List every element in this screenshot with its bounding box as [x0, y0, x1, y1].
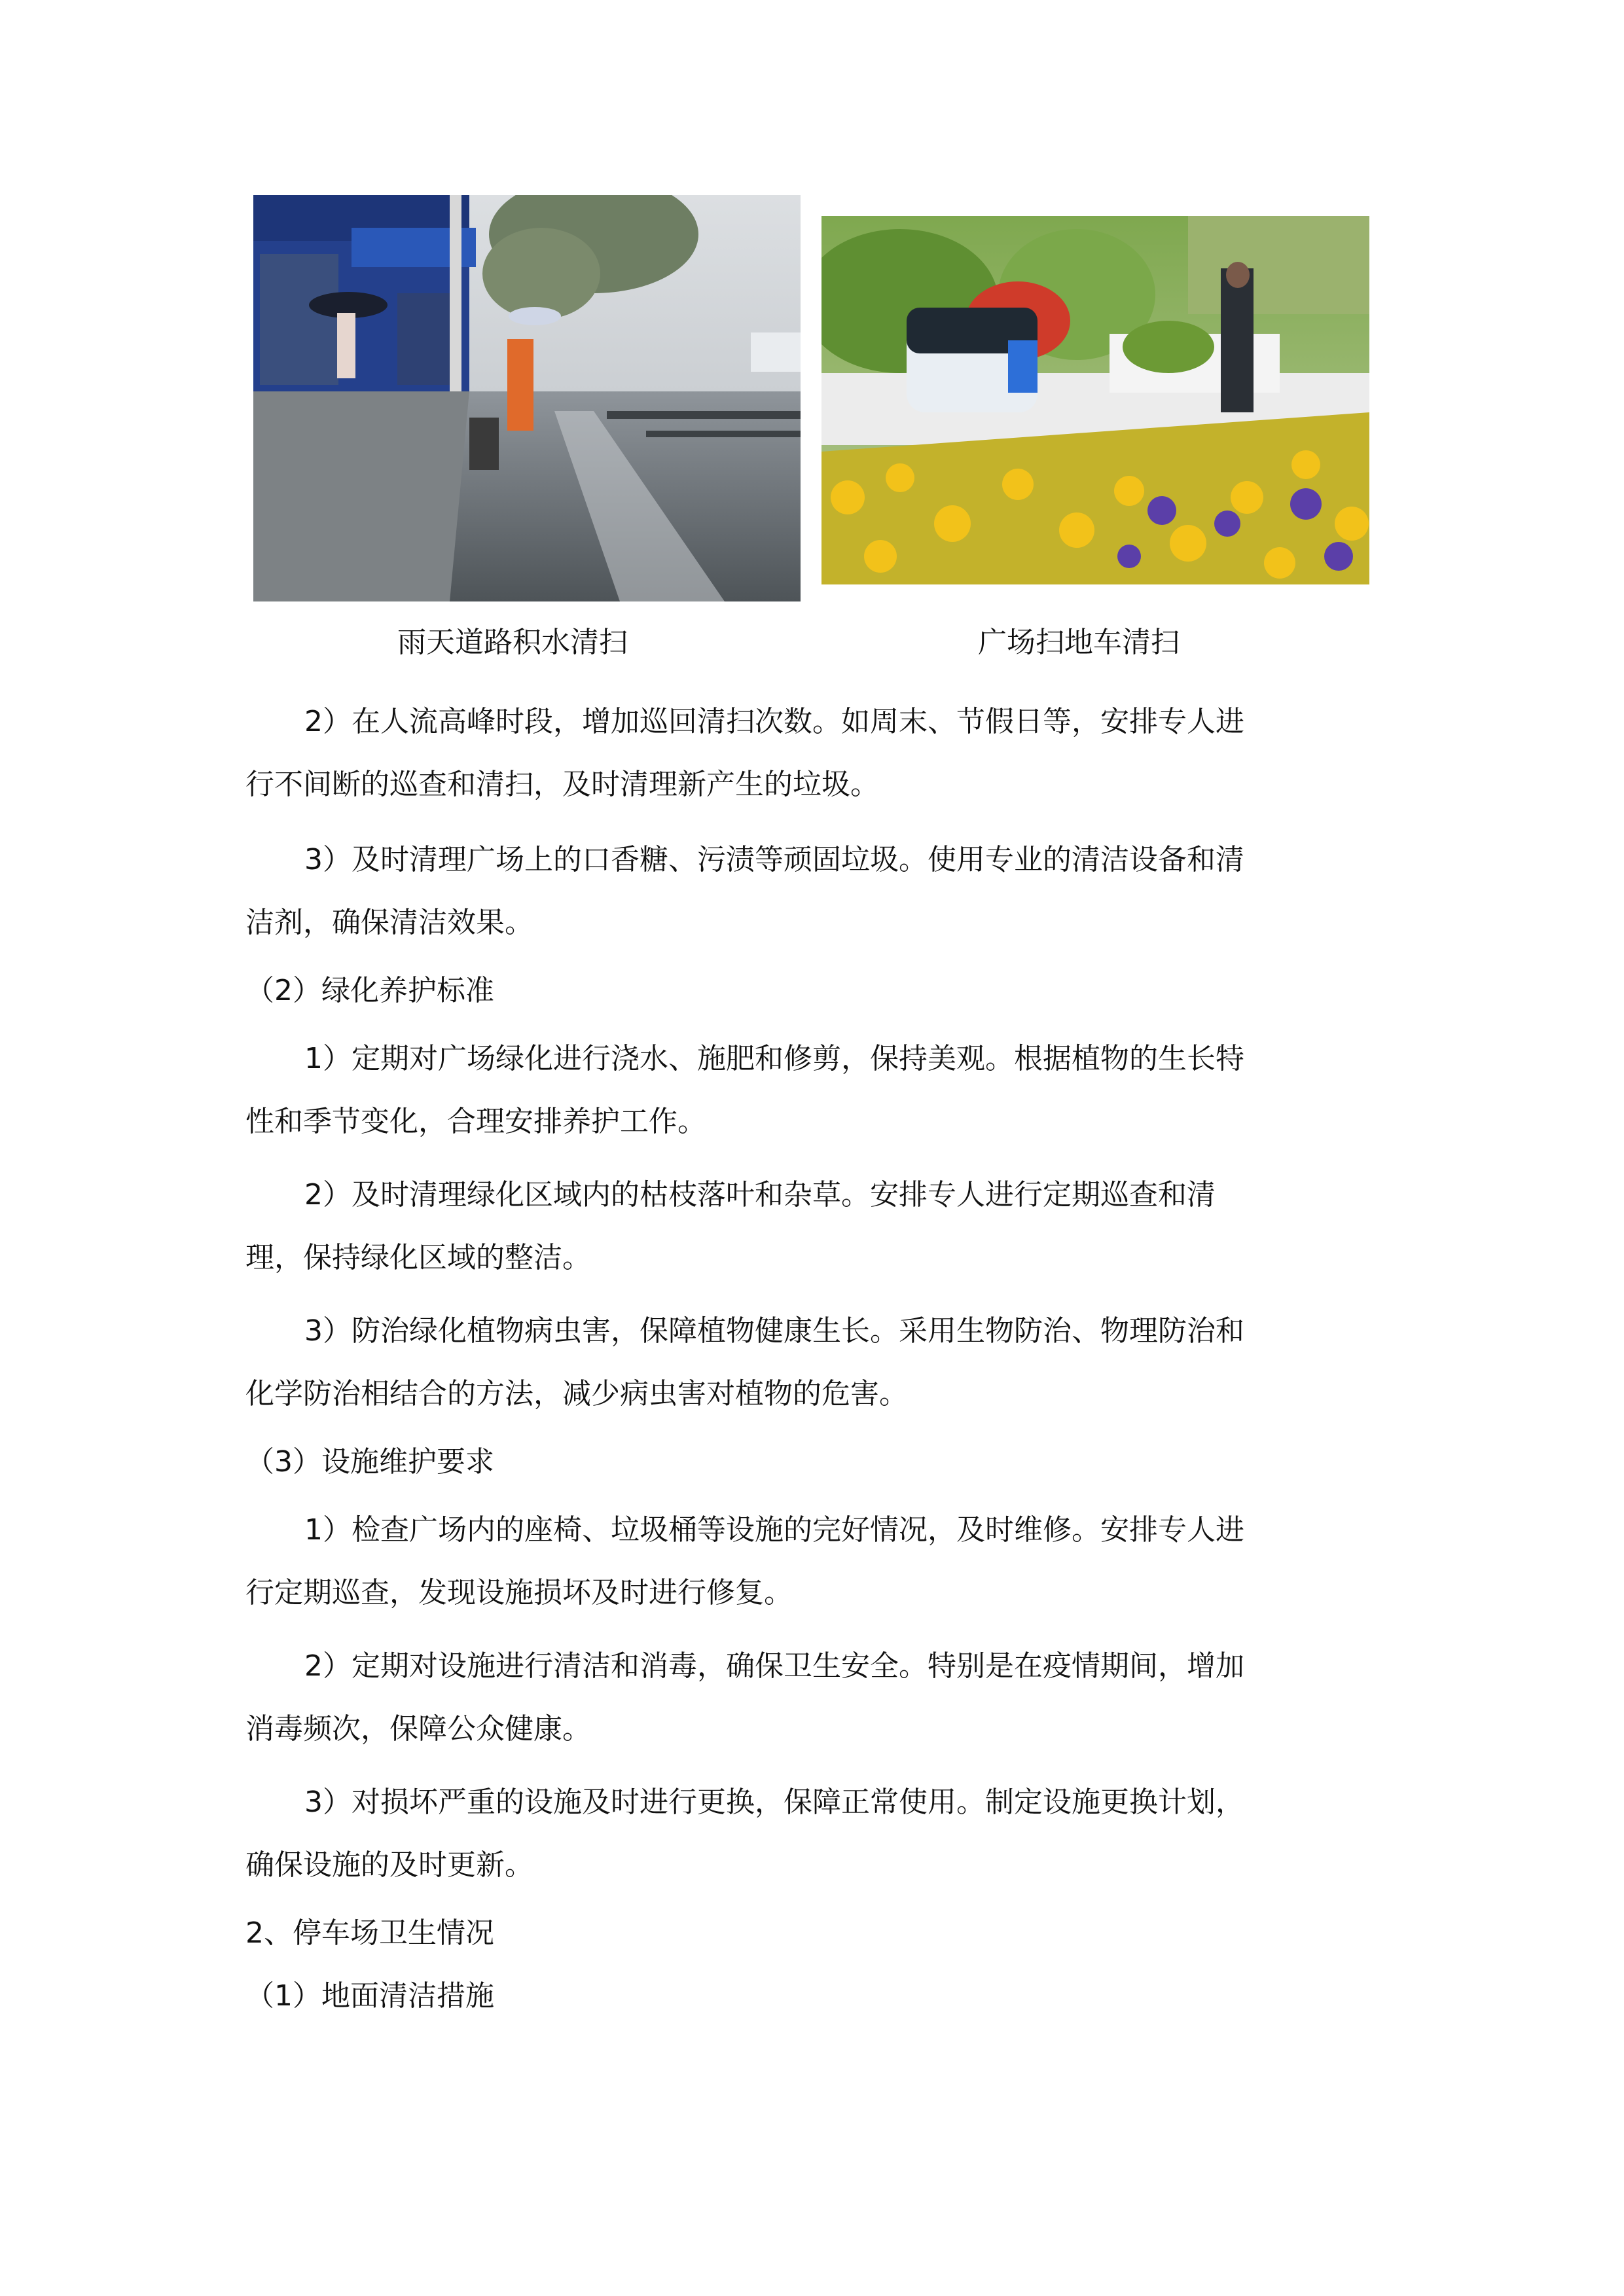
paragraph [245, 1513, 1375, 1610]
text-line: 3）及时清理广场上的口香糖、污渍等顽固垃圾。使用专业的清洁设备和清 [304, 843, 1244, 876]
text-line: 性和季节变化，合理安排养护工作。 [245, 1105, 706, 1138]
paragraph [245, 1042, 1375, 1139]
text-line: 3）防治绿化植物病虫害，保障植物健康生长。采用生物防治、物理防治和 [304, 1314, 1244, 1348]
text-line: 1）检查广场内的座椅、垃圾桶等设施的完好情况，及时维修。安排专人进 [304, 1513, 1244, 1547]
text-line: 理，保持绿化区域的整洁。 [245, 1241, 591, 1274]
paragraph [245, 1785, 1375, 1882]
text-line: 消毒频次，保障公众健康。 [245, 1712, 591, 1746]
text-line: 确保设施的及时更新。 [245, 1848, 533, 1882]
paragraph [245, 843, 1375, 940]
section-heading: 2、停车场卫生情况 [245, 1916, 494, 1950]
text-line: 3）对损坏严重的设施及时进行更换，保障正常使用。制定设施更换计划， [304, 1785, 1244, 1819]
photo-square-sweeper-vehicle [821, 216, 1369, 584]
paragraph [245, 705, 1375, 802]
section-heading: （3）设施维护要求 [245, 1445, 494, 1479]
text-line: 1）定期对广场绿化进行浇水、施肥和修剪，保持美观。根据植物的生长特 [304, 1042, 1244, 1075]
paragraph [245, 1649, 1375, 1746]
figure-caption-left: 雨天道路积水清扫 [397, 626, 628, 659]
section-heading: （1）地面清洁措施 [245, 1979, 494, 2013]
paragraph [245, 1314, 1375, 1411]
paragraph [245, 1178, 1375, 1275]
text-line: 行不间断的巡查和清扫，及时清理新产生的垃圾。 [245, 768, 879, 801]
text-line: 2）定期对设施进行清洁和消毒，确保卫生安全。特别是在疫情期间，增加 [304, 1649, 1244, 1683]
photo-rainy-road-cleaning [253, 195, 801, 601]
text-line: 化学防治相结合的方法，减少病虫害对植物的危害。 [245, 1377, 908, 1410]
text-line: 行定期巡查，发现设施损坏及时进行修复。 [245, 1576, 793, 1609]
figure-caption-right: 广场扫地车清扫 [978, 626, 1180, 659]
text-line: 2）在人流高峰时段，增加巡回清扫次数。如周末、节假日等，安排专人进 [304, 705, 1244, 738]
text-line: 洁剂，确保清洁效果。 [245, 906, 533, 939]
text-line: 2）及时清理绿化区域内的枯枝落叶和杂草。安排专人进行定期巡查和清 [304, 1178, 1216, 1211]
section-heading: （2）绿化养护标准 [245, 974, 494, 1007]
